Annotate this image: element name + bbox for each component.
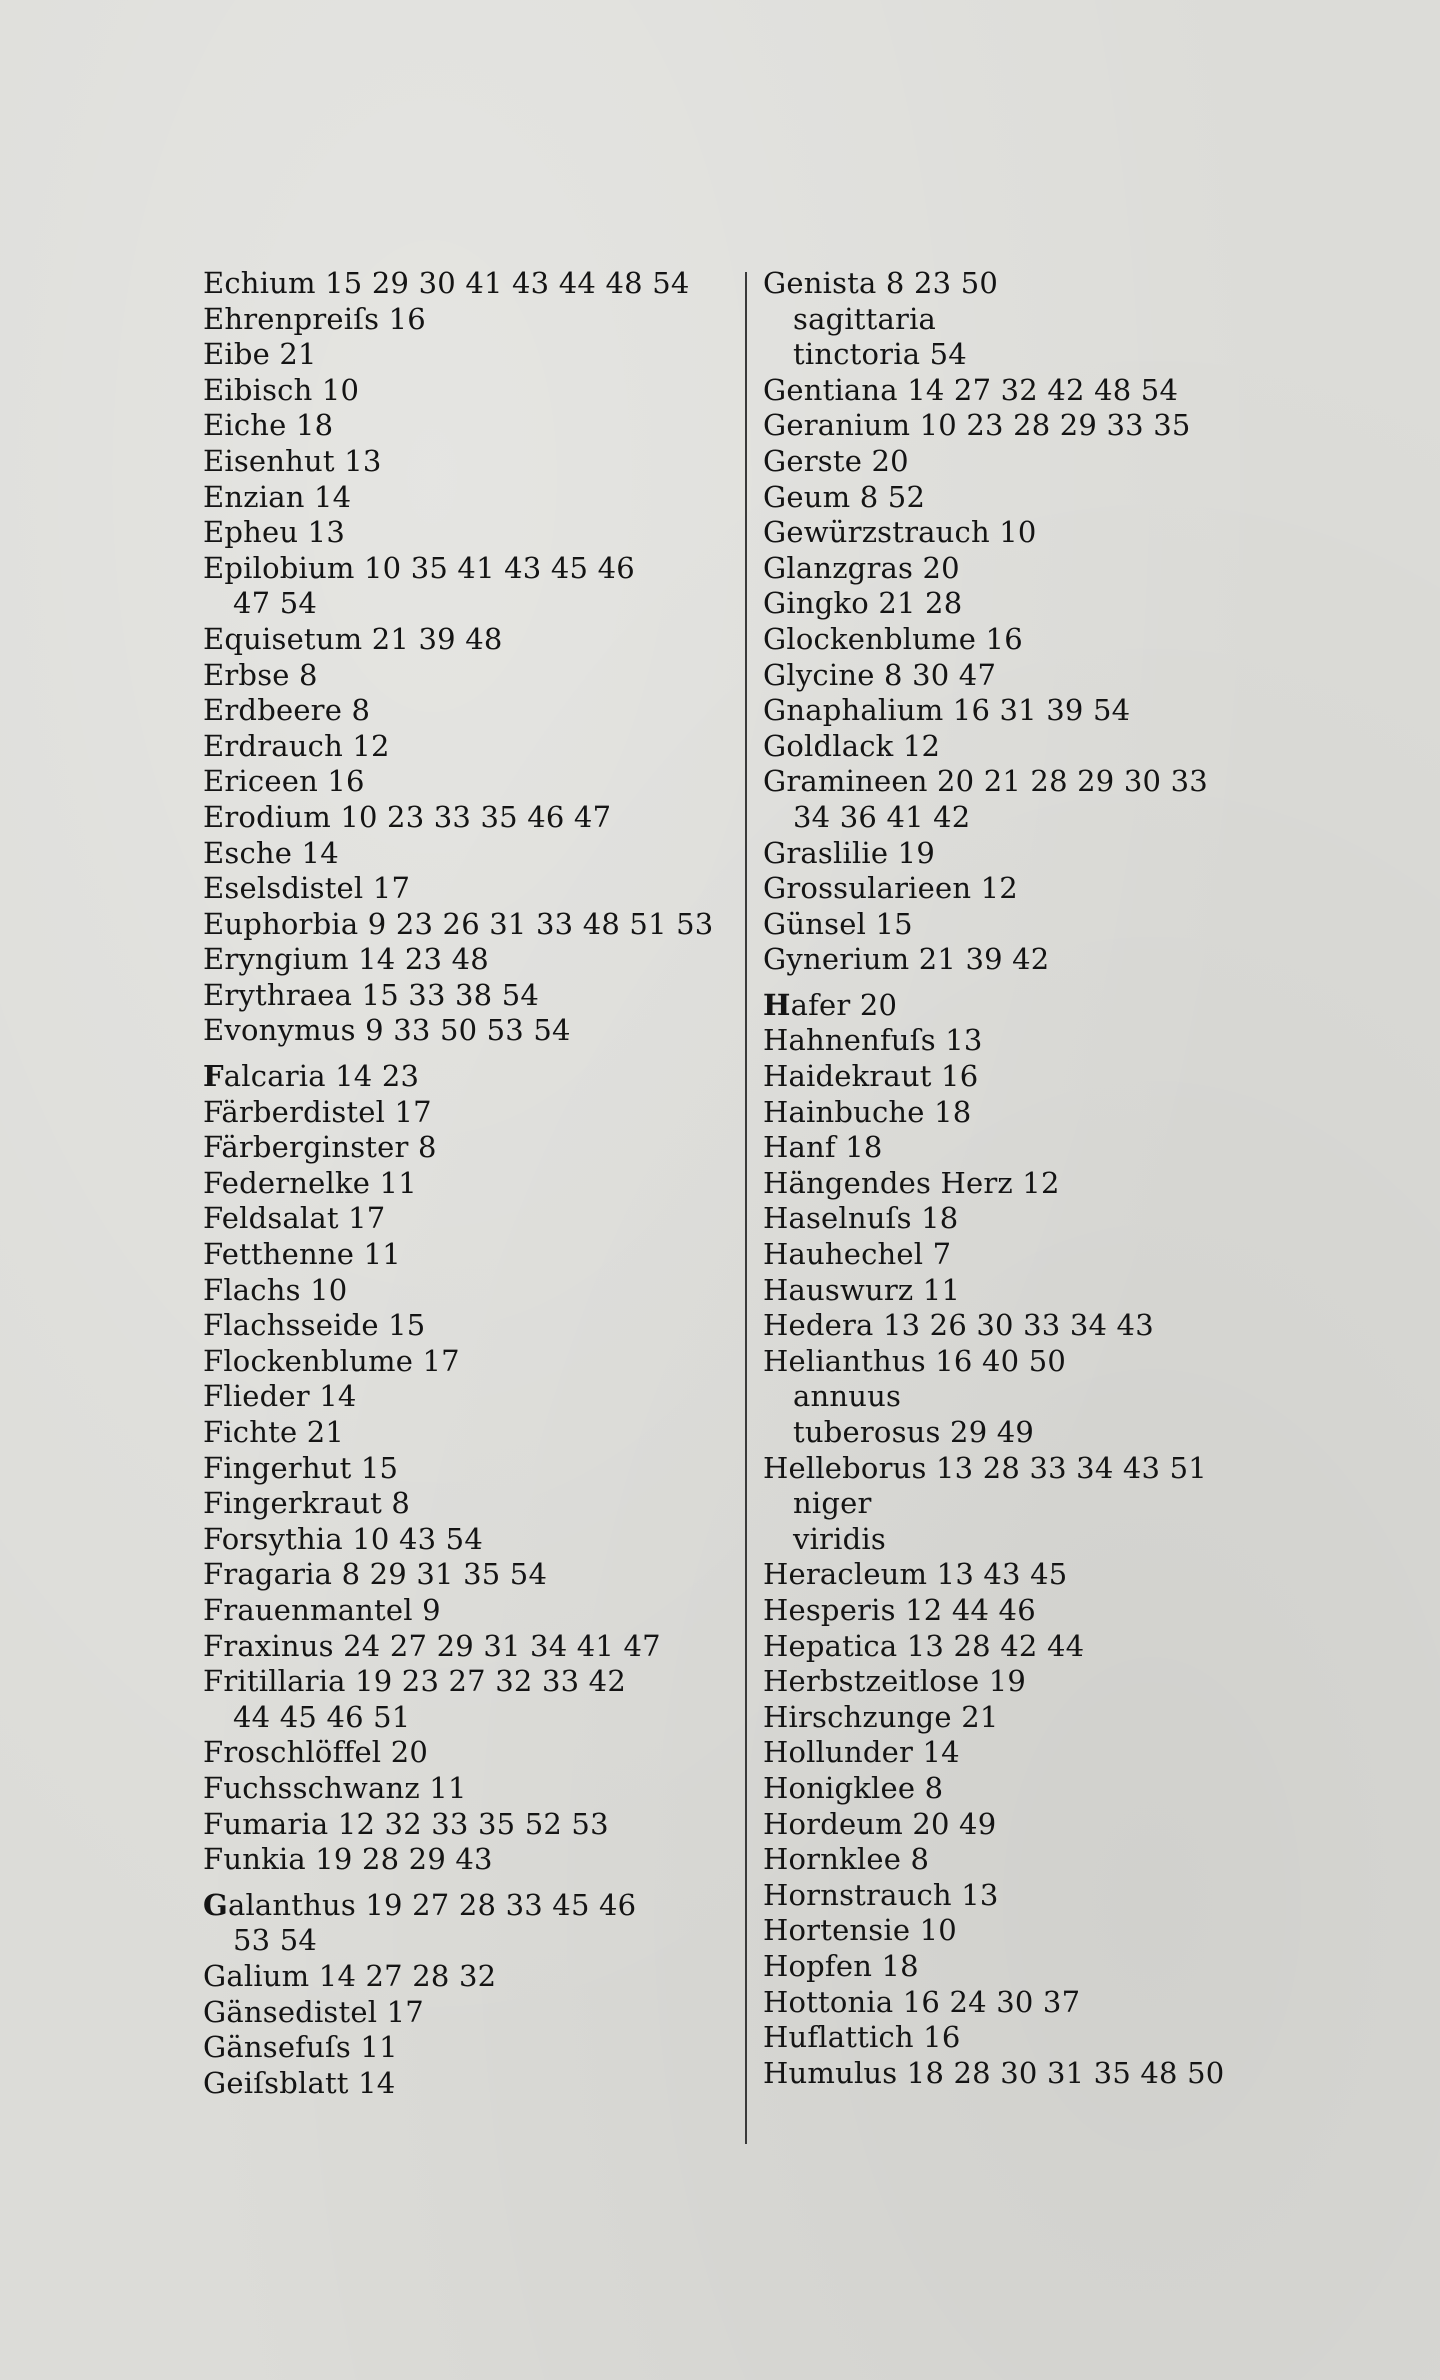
index-entry-text: Hopfen 18 xyxy=(763,1948,919,1983)
index-entry xyxy=(203,1557,713,1593)
index-entry xyxy=(203,907,713,943)
index-entry xyxy=(763,988,1224,1024)
index-entry xyxy=(763,1700,1224,1736)
index-entry xyxy=(763,1451,1224,1487)
index-entry-text: Equisetum 21 39 48 xyxy=(203,621,503,656)
index-entry xyxy=(203,408,713,444)
index-entry xyxy=(203,1664,713,1700)
index-entry-text: Evonymus 9 33 50 53 54 xyxy=(203,1013,571,1048)
index-entry xyxy=(203,1273,713,1309)
index-entry xyxy=(763,2056,1224,2092)
index-entry-text: Gänsedistel 17 xyxy=(203,1994,424,2029)
section-initial-letter: G xyxy=(203,1887,228,1922)
index-entry xyxy=(763,907,1224,943)
index-entry-text: 34 36 41 42 xyxy=(793,799,971,834)
index-entry xyxy=(763,1593,1224,1629)
index-entry-text: Fingerhut 15 xyxy=(203,1450,399,1485)
index-entry-text: Hanf 18 xyxy=(763,1130,883,1165)
index-entry-text: annuus xyxy=(793,1379,902,1414)
index-entry-text: Hängendes Herz 12 xyxy=(763,1165,1060,1200)
index-entry-text: Hauswurz 11 xyxy=(763,1272,961,1307)
index-entry-text: Ericeen 16 xyxy=(203,764,365,799)
index-column-left xyxy=(203,266,713,2101)
index-entry-continuation xyxy=(763,1415,1224,1451)
index-entry-text: Heracleum 13 43 45 xyxy=(763,1557,1068,1592)
index-entry xyxy=(763,1664,1224,1700)
index-entry-text: tinctoria 54 xyxy=(793,337,967,372)
index-entry xyxy=(763,1557,1224,1593)
index-entry xyxy=(203,1059,713,1095)
index-entry-text: Funkia 19 28 29 43 xyxy=(203,1842,493,1877)
index-entry-text: Goldlack 12 xyxy=(763,728,941,763)
column-divider xyxy=(745,272,747,2144)
index-entry-text: Erdbeere 8 xyxy=(203,693,371,728)
index-entry xyxy=(763,1308,1224,1344)
index-entry xyxy=(763,871,1224,907)
index-entry-text: Eisenhut 13 xyxy=(203,443,382,478)
index-entry-text: Froschlöffel 20 xyxy=(203,1735,429,1770)
index-entry-text: Genista 8 23 50 xyxy=(763,266,999,300)
index-entry-text: Hainbuche 18 xyxy=(763,1094,972,1129)
index-entry xyxy=(763,1985,1224,2021)
index-entry-text: Fetthenne 11 xyxy=(203,1237,401,1272)
index-entry xyxy=(203,764,713,800)
index-entry-text: tuberosus 29 49 xyxy=(793,1415,1035,1449)
index-entry-continuation xyxy=(763,1486,1224,1522)
index-entry-continuation xyxy=(763,337,1224,373)
index-entry xyxy=(763,942,1224,978)
index-entry-text: Enzian 14 xyxy=(203,479,352,514)
index-entry-text: Günsel 15 xyxy=(763,906,913,941)
index-entry xyxy=(763,1130,1224,1166)
index-entry xyxy=(203,1201,713,1237)
index-entry xyxy=(763,408,1224,444)
index-entry xyxy=(763,1878,1224,1914)
index-entry xyxy=(203,800,713,836)
index-entry xyxy=(203,622,713,658)
index-entry xyxy=(203,1593,713,1629)
index-entry-text: Helianthus 16 40 50 xyxy=(763,1343,1067,1378)
index-entry xyxy=(203,1344,713,1380)
index-entry-text: Gramineen 20 21 28 29 30 33 xyxy=(763,764,1208,799)
index-entry-text: Esche 14 xyxy=(203,835,339,870)
index-entry xyxy=(763,266,1224,302)
index-entry xyxy=(203,302,713,338)
index-entry-text: Glycine 8 30 47 xyxy=(763,657,997,692)
index-entry xyxy=(203,1522,713,1558)
index-entry-text: Flieder 14 xyxy=(203,1379,357,1414)
index-entry xyxy=(203,1807,713,1843)
index-entry-text: Hesperis 12 44 46 xyxy=(763,1592,1036,1627)
index-entry-text: Flachs 10 xyxy=(203,1272,348,1307)
index-entry xyxy=(763,693,1224,729)
index-entry-text: Geranium 10 23 28 29 33 35 xyxy=(763,408,1191,443)
index-entry-text: Hauhechel 7 xyxy=(763,1237,952,1272)
index-entry-text: Fritillaria 19 23 27 32 33 42 xyxy=(203,1664,626,1699)
index-entry-text: Graslilie 19 xyxy=(763,835,935,870)
index-entry xyxy=(203,693,713,729)
index-column-right xyxy=(763,266,1224,2091)
index-entry-text: Galium 14 27 28 32 xyxy=(203,1958,497,1993)
index-entry xyxy=(763,1059,1224,1095)
index-entry-text: Epheu 13 xyxy=(203,515,345,550)
index-entry xyxy=(203,480,713,516)
index-entry-text: Hirschzunge 21 xyxy=(763,1699,999,1734)
index-entry-text: Gewürzstrauch 10 xyxy=(763,515,1037,550)
index-entry xyxy=(763,1771,1224,1807)
index-entry-text: Fumaria 12 32 33 35 52 53 xyxy=(203,1806,609,1841)
index-entry xyxy=(763,480,1224,516)
index-entry-continuation xyxy=(763,800,1224,836)
index-entry xyxy=(203,1771,713,1807)
section-initial-letter: H xyxy=(763,987,791,1022)
index-entry xyxy=(763,551,1224,587)
index-entry-text: Geiſsblatt 14 xyxy=(203,2065,396,2100)
index-entry xyxy=(763,1735,1224,1771)
index-entry-text: Gerste 20 xyxy=(763,443,909,478)
index-entry-text: Gänsefuſs 11 xyxy=(203,2030,398,2065)
index-entry-text: Eibe 21 xyxy=(203,337,317,372)
index-entry xyxy=(763,1949,1224,1985)
index-entry-text: Fragaria 8 29 31 35 54 xyxy=(203,1557,548,1592)
index-entry xyxy=(763,1807,1224,1843)
index-entry xyxy=(763,729,1224,765)
index-entry xyxy=(203,942,713,978)
index-entry-text: Flachsseide 15 xyxy=(203,1308,426,1343)
index-entry xyxy=(203,1486,713,1522)
index-entry xyxy=(203,2066,713,2102)
index-entry-text: niger xyxy=(793,1486,872,1521)
index-entry-text: Hedera 13 26 30 33 34 43 xyxy=(763,1308,1154,1343)
index-entry-text: sagittaria xyxy=(793,301,937,336)
index-entry-text: Glockenblume 16 xyxy=(763,621,1023,656)
index-entry xyxy=(203,2030,713,2066)
index-entry xyxy=(203,1451,713,1487)
index-entry xyxy=(763,764,1224,800)
index-entry xyxy=(203,1130,713,1166)
index-entry-text: Epilobium 10 35 41 43 45 46 xyxy=(203,550,635,585)
index-entry-text: Forsythia 10 43 54 xyxy=(203,1521,483,1556)
index-entry-text: Hahnenfuſs 13 xyxy=(763,1023,983,1058)
index-entry xyxy=(203,1379,713,1415)
index-entry-continuation xyxy=(203,1700,713,1736)
index-entry xyxy=(203,1959,713,1995)
index-entry-text: alanthus 19 27 28 33 45 46 xyxy=(227,1887,637,1922)
index-entry-text: Helleborus 13 28 33 34 43 51 xyxy=(763,1450,1207,1485)
index-entry-text: Eselsdistel 17 xyxy=(203,871,411,906)
index-entry-continuation xyxy=(763,1379,1224,1415)
index-entry xyxy=(763,1273,1224,1309)
index-entry-text: Echium 15 29 30 41 43 44 48 54 xyxy=(203,266,690,300)
index-entry-text: Erbse 8 xyxy=(203,657,318,692)
index-entry-text: Grossularieen 12 xyxy=(763,871,1018,906)
index-entry xyxy=(203,1415,713,1451)
index-entry xyxy=(203,515,713,551)
index-entry-text: Euphorbia 9 23 26 31 33 48 51 53 xyxy=(203,906,714,941)
index-entry-text: Eiche 18 xyxy=(203,408,334,443)
index-entry xyxy=(763,1201,1224,1237)
index-entry-continuation xyxy=(763,302,1224,338)
index-entry xyxy=(203,1095,713,1131)
section-initial-letter: F xyxy=(203,1059,224,1094)
index-entry-text: Hottonia 16 24 30 37 xyxy=(763,1984,1081,2019)
index-entry-text: Gnaphalium 16 31 39 54 xyxy=(763,693,1131,728)
index-entry-text: Huflattich 16 xyxy=(763,2020,961,2055)
index-entry-text: Fuchsschwanz 11 xyxy=(203,1770,467,1805)
index-entry-text: Hordeum 20 49 xyxy=(763,1806,997,1841)
index-entry-text: Hornklee 8 xyxy=(763,1842,930,1877)
index-entry xyxy=(203,266,713,302)
index-entry-text: Haidekraut 16 xyxy=(763,1059,979,1094)
index-entry-text: 53 54 xyxy=(233,1923,318,1958)
index-entry-text: 44 45 46 51 xyxy=(233,1699,411,1734)
index-entry xyxy=(203,1308,713,1344)
index-entry-text: Färberdistel 17 xyxy=(203,1094,432,1129)
index-entry xyxy=(763,1913,1224,1949)
index-entry-text: Flockenblume 17 xyxy=(203,1343,460,1378)
index-entry xyxy=(203,1237,713,1273)
index-entry-text: afer 20 xyxy=(790,987,898,1022)
index-entry xyxy=(763,1344,1224,1380)
index-entry-text: Ehrenpreiſs 16 xyxy=(203,301,426,336)
index-entry xyxy=(763,444,1224,480)
index-entry-text: alcaria 14 23 xyxy=(223,1059,420,1094)
index-entry-text: Glanzgras 20 xyxy=(763,550,960,585)
index-entry xyxy=(203,1166,713,1202)
index-entry-continuation xyxy=(203,1923,713,1959)
index-entry-text: Herbstzeitlose 19 xyxy=(763,1664,1027,1699)
index-entry-text: Fichte 21 xyxy=(203,1415,345,1449)
index-entry xyxy=(763,515,1224,551)
index-entry-continuation xyxy=(763,1522,1224,1558)
index-entry xyxy=(203,551,713,587)
index-entry-text: Hollunder 14 xyxy=(763,1735,960,1770)
index-entry-text: Fingerkraut 8 xyxy=(203,1486,410,1521)
index-entry xyxy=(203,1995,713,2031)
index-entry-text: Frauenmantel 9 xyxy=(203,1592,441,1627)
index-entry-text: Humulus 18 28 30 31 35 48 50 xyxy=(763,2055,1225,2090)
index-entry-text: Eibisch 10 xyxy=(203,372,360,407)
index-entry-text: Fraxinus 24 27 29 31 34 41 47 xyxy=(203,1628,661,1663)
index-entry-text: Gynerium 21 39 42 xyxy=(763,942,1050,977)
index-entry xyxy=(763,1842,1224,1878)
index-entry-text: Feldsalat 17 xyxy=(203,1201,386,1236)
index-entry xyxy=(763,836,1224,872)
index-entry-text: 47 54 xyxy=(233,586,318,621)
index-entry-text: Haselnuſs 18 xyxy=(763,1201,959,1236)
index-entry xyxy=(203,1735,713,1771)
index-entry-continuation xyxy=(203,586,713,622)
index-entry xyxy=(203,729,713,765)
index-entry-text: Geum 8 52 xyxy=(763,479,926,514)
index-entry xyxy=(763,1095,1224,1131)
index-entry-text: Gingko 21 28 xyxy=(763,586,963,621)
index-entry xyxy=(203,836,713,872)
index-entry-text: viridis xyxy=(793,1521,886,1556)
index-entry xyxy=(763,1237,1224,1273)
index-entry xyxy=(763,1166,1224,1202)
index-entry-text: Hepatica 13 28 42 44 xyxy=(763,1628,1085,1663)
index-entry-text: Gentiana 14 27 32 42 48 54 xyxy=(763,372,1179,407)
index-entry-text: Erythraea 15 33 38 54 xyxy=(203,977,540,1012)
index-entry xyxy=(763,1023,1224,1059)
index-entry-text: Erodium 10 23 33 35 46 47 xyxy=(203,799,612,834)
index-entry xyxy=(763,1629,1224,1665)
index-entry-text: Honigklee 8 xyxy=(763,1770,944,1805)
index-entry xyxy=(203,337,713,373)
index-entry-text: Eryngium 14 23 48 xyxy=(203,942,489,977)
index-entry xyxy=(203,978,713,1014)
index-entry-text: Federnelke 11 xyxy=(203,1165,417,1200)
index-entry xyxy=(203,1888,713,1924)
index-entry xyxy=(203,1842,713,1878)
index-entry xyxy=(763,622,1224,658)
index-entry-text: Färberginster 8 xyxy=(203,1130,437,1165)
index-entry-text: Hornstrauch 13 xyxy=(763,1877,999,1912)
index-entry xyxy=(763,373,1224,409)
index-entry xyxy=(763,658,1224,694)
index-entry xyxy=(763,586,1224,622)
index-entry xyxy=(203,1013,713,1049)
index-entry xyxy=(203,871,713,907)
index-entry-text: Erdrauch 12 xyxy=(203,728,390,763)
index-entry xyxy=(203,1629,713,1665)
index-entry xyxy=(203,444,713,480)
index-entry-text: Hortensie 10 xyxy=(763,1913,957,1948)
index-entry xyxy=(203,658,713,694)
index-entry xyxy=(763,2020,1224,2056)
index-entry xyxy=(203,373,713,409)
